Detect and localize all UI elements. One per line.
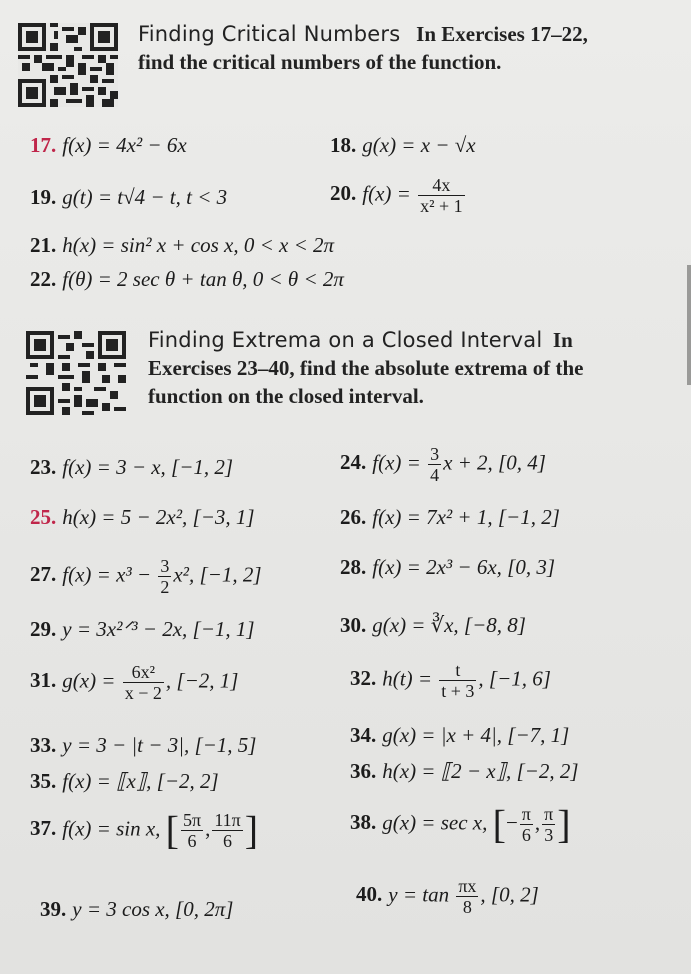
exercise-30: 30. g(x) = ∛x, [−8, 8]: [340, 613, 526, 637]
fraction: $\frac{3}{2}$: [160, 556, 170, 597]
section-instructions: In: [552, 328, 573, 352]
fraction: $\frac{3}{4}$: [430, 444, 440, 485]
exercise-17: 17. f(x) = 4x² − 6x: [30, 133, 187, 157]
exercise-18: 18. g(x) = x − √x: [330, 133, 476, 157]
exercise-21: 21. h(x) = sin² x + cos x, 0 < x < 2π: [30, 233, 335, 257]
exercise-25: 25. h(x) = 5 − 2x², [−3, 1]: [30, 505, 255, 529]
section-instructions-line3: function on the closed interval.: [148, 384, 424, 408]
exercise-31: 31. g(x) = $\frac{\text{6x²}}{x - 2}$ , [−2, 1]: [30, 662, 239, 703]
fraction: $\frac{5\pi}{6}$: [182, 810, 202, 851]
exercise-37: 37. f(x) = sin x, [ $\frac{5\pi}{6}$ , $\frac{11\pi}{6}$ ]: [30, 807, 259, 853]
fraction: $\frac{\pi x}{8}$: [458, 876, 477, 917]
exercise-26: 26. f(x) = 7x² + 1, [−1, 2]: [340, 505, 560, 529]
section-instructions-line2: Exercises 23–40, find the absolute extrema of the: [148, 356, 584, 380]
section-title: Finding Extrema on a Closed Interval: [148, 328, 543, 352]
fraction: $\frac{\text{6x²}}{x - 2}$: [124, 662, 162, 703]
section-title: Finding Critical Numbers: [138, 22, 401, 46]
section-instructions-line2: find the critical numbers of the function.: [138, 50, 502, 74]
exercise-33: 33. y = 3 − |t − 3|, [−1, 5]: [30, 733, 257, 757]
exercise-20: 20. f(x) = $\frac{4x}{\text{x² + 1}}$: [330, 175, 463, 216]
exercise-28: 28. f(x) = 2x³ − 6x, [0, 3]: [340, 555, 556, 579]
exercise-22: 22. f(θ) = 2 sec θ + tan θ, 0 < θ < 2π: [30, 267, 344, 291]
exercise-24: 24. f(x) = $\frac{3}{4}$ x + 2, [0, 4]: [340, 444, 546, 485]
exercise-39: 39. y = 3 cos x, [0, 2π]: [40, 897, 234, 921]
exercise-32: 32. h(t) = $\frac{t}{t + 3}$ , [−1, 6]: [350, 660, 551, 701]
fraction: $\frac{11\pi}{6}$: [214, 810, 241, 851]
exercise-19: 19. g(t) = t√4 − t, t < 3: [30, 185, 228, 209]
exercise-27: 27. f(x) = x³ − $\frac{3}{2}$ x², [−1, 2]: [30, 556, 262, 597]
exercise-35: 35. f(x) = ⟦x⟧, [−2, 2]: [30, 769, 219, 793]
fraction: $\frac{\pi}{6}$: [521, 804, 531, 845]
fraction: $\frac{t}{t + 3}$: [441, 660, 475, 701]
exercise-34: 34. g(x) = |x + 4|, [−7, 1]: [350, 723, 570, 747]
exercise-38: 38. g(x) = sec x, [− $\frac{\pi}{6}$ , $\frac{\pi}{3}$ ]: [350, 801, 571, 847]
section-heading-critical-numbers: [138, 20, 588, 76]
section-instructions: In Exercises 17–22,: [416, 22, 588, 46]
qr-code-icon: [18, 22, 118, 108]
exercise-40: 40. y = tan $\frac{\pi x}{8}$ , [0, 2]: [356, 876, 539, 917]
fraction: $\frac{4x}{\text{x² + 1}}$: [420, 175, 463, 216]
section-heading-extrema: [148, 326, 584, 410]
exercise-23: 23. f(x) = 3 − x, [−1, 2]: [30, 455, 234, 479]
page-edge-shadow: [687, 265, 691, 385]
qr-code-icon: [26, 330, 126, 416]
fraction: $\frac{\pi}{3}$: [544, 804, 554, 845]
exercise-29: 29. y = 3x²ᐟ³ − 2x, [−1, 1]: [30, 617, 255, 641]
exercise-36: 36. h(x) = ⟦2 − x⟧, [−2, 2]: [350, 759, 579, 783]
